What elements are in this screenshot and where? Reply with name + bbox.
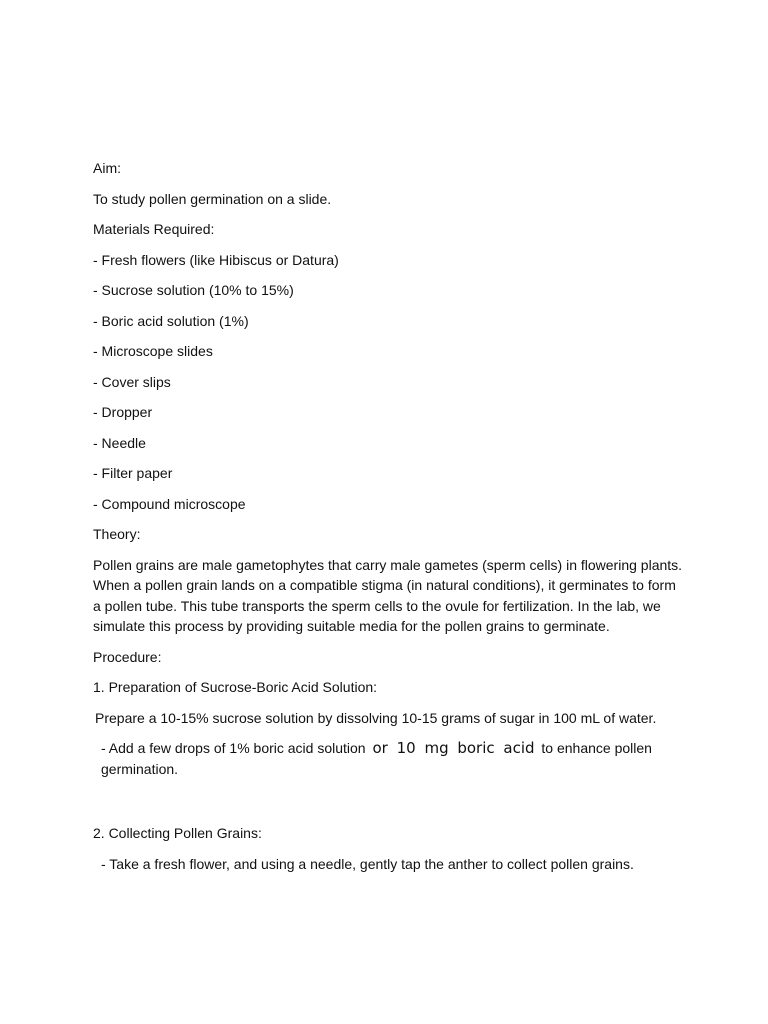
step1-paragraph: Prepare a 10-15% sucrose solution by dissolving 10-15 grams of sugar in 100 mL of water. — [95, 709, 657, 726]
material-item: - Cover slips — [93, 373, 171, 390]
step1-subpoint — [93, 738, 683, 779]
materials-heading: Materials Required: — [93, 221, 215, 237]
step1-heading: 1. Preparation of Sucrose-Boric Acid Solution: — [93, 679, 378, 695]
material-item: - Compound microscope — [93, 495, 246, 512]
step1-sub-text-b: to enhance pollen germination. — [101, 740, 652, 777]
material-item: - Needle — [93, 434, 146, 451]
theory-paragraph: Pollen grains are male gametophytes that carry male gametes (sperm cells) in flowering plants. When a pollen grain lands on a compatible stigma (in natural conditions), it germinates to form a pollen tube. This tube transports the sperm cells to the ovule for fertilization. In the lab, we simulate this process by providing suitable media for the pollen grains to germinate. — [93, 556, 683, 634]
step1-sub-text-a: - Add a few drops of 1% boric acid solution — [101, 740, 366, 756]
document-body — [93, 158, 683, 884]
material-item: - Dropper — [93, 404, 153, 420]
aim-heading: Aim: — [93, 160, 121, 176]
step1-sub-alt-text: or 10 mg boric acid — [372, 739, 535, 757]
step2-text: - Take a fresh flower, and using a needle, gently tap the anther to collect pollen grains. — [101, 855, 634, 872]
material-item: - Sucrose solution (10% to 15%) — [93, 282, 294, 298]
step2-heading: 2. Collecting Pollen Grains: — [93, 825, 262, 841]
blank-space — [93, 789, 683, 823]
material-item: - Boric acid solution (1%) — [93, 312, 249, 329]
procedure-heading: Procedure: — [93, 648, 162, 665]
material-item: - Filter paper — [93, 465, 173, 481]
theory-heading: Theory: — [93, 526, 141, 542]
material-item: - Fresh flowers (like Hibiscus or Datura) — [93, 251, 339, 268]
material-item: - Microscope slides — [93, 343, 213, 359]
aim-text: To study pollen germination on a slide. — [93, 190, 332, 207]
